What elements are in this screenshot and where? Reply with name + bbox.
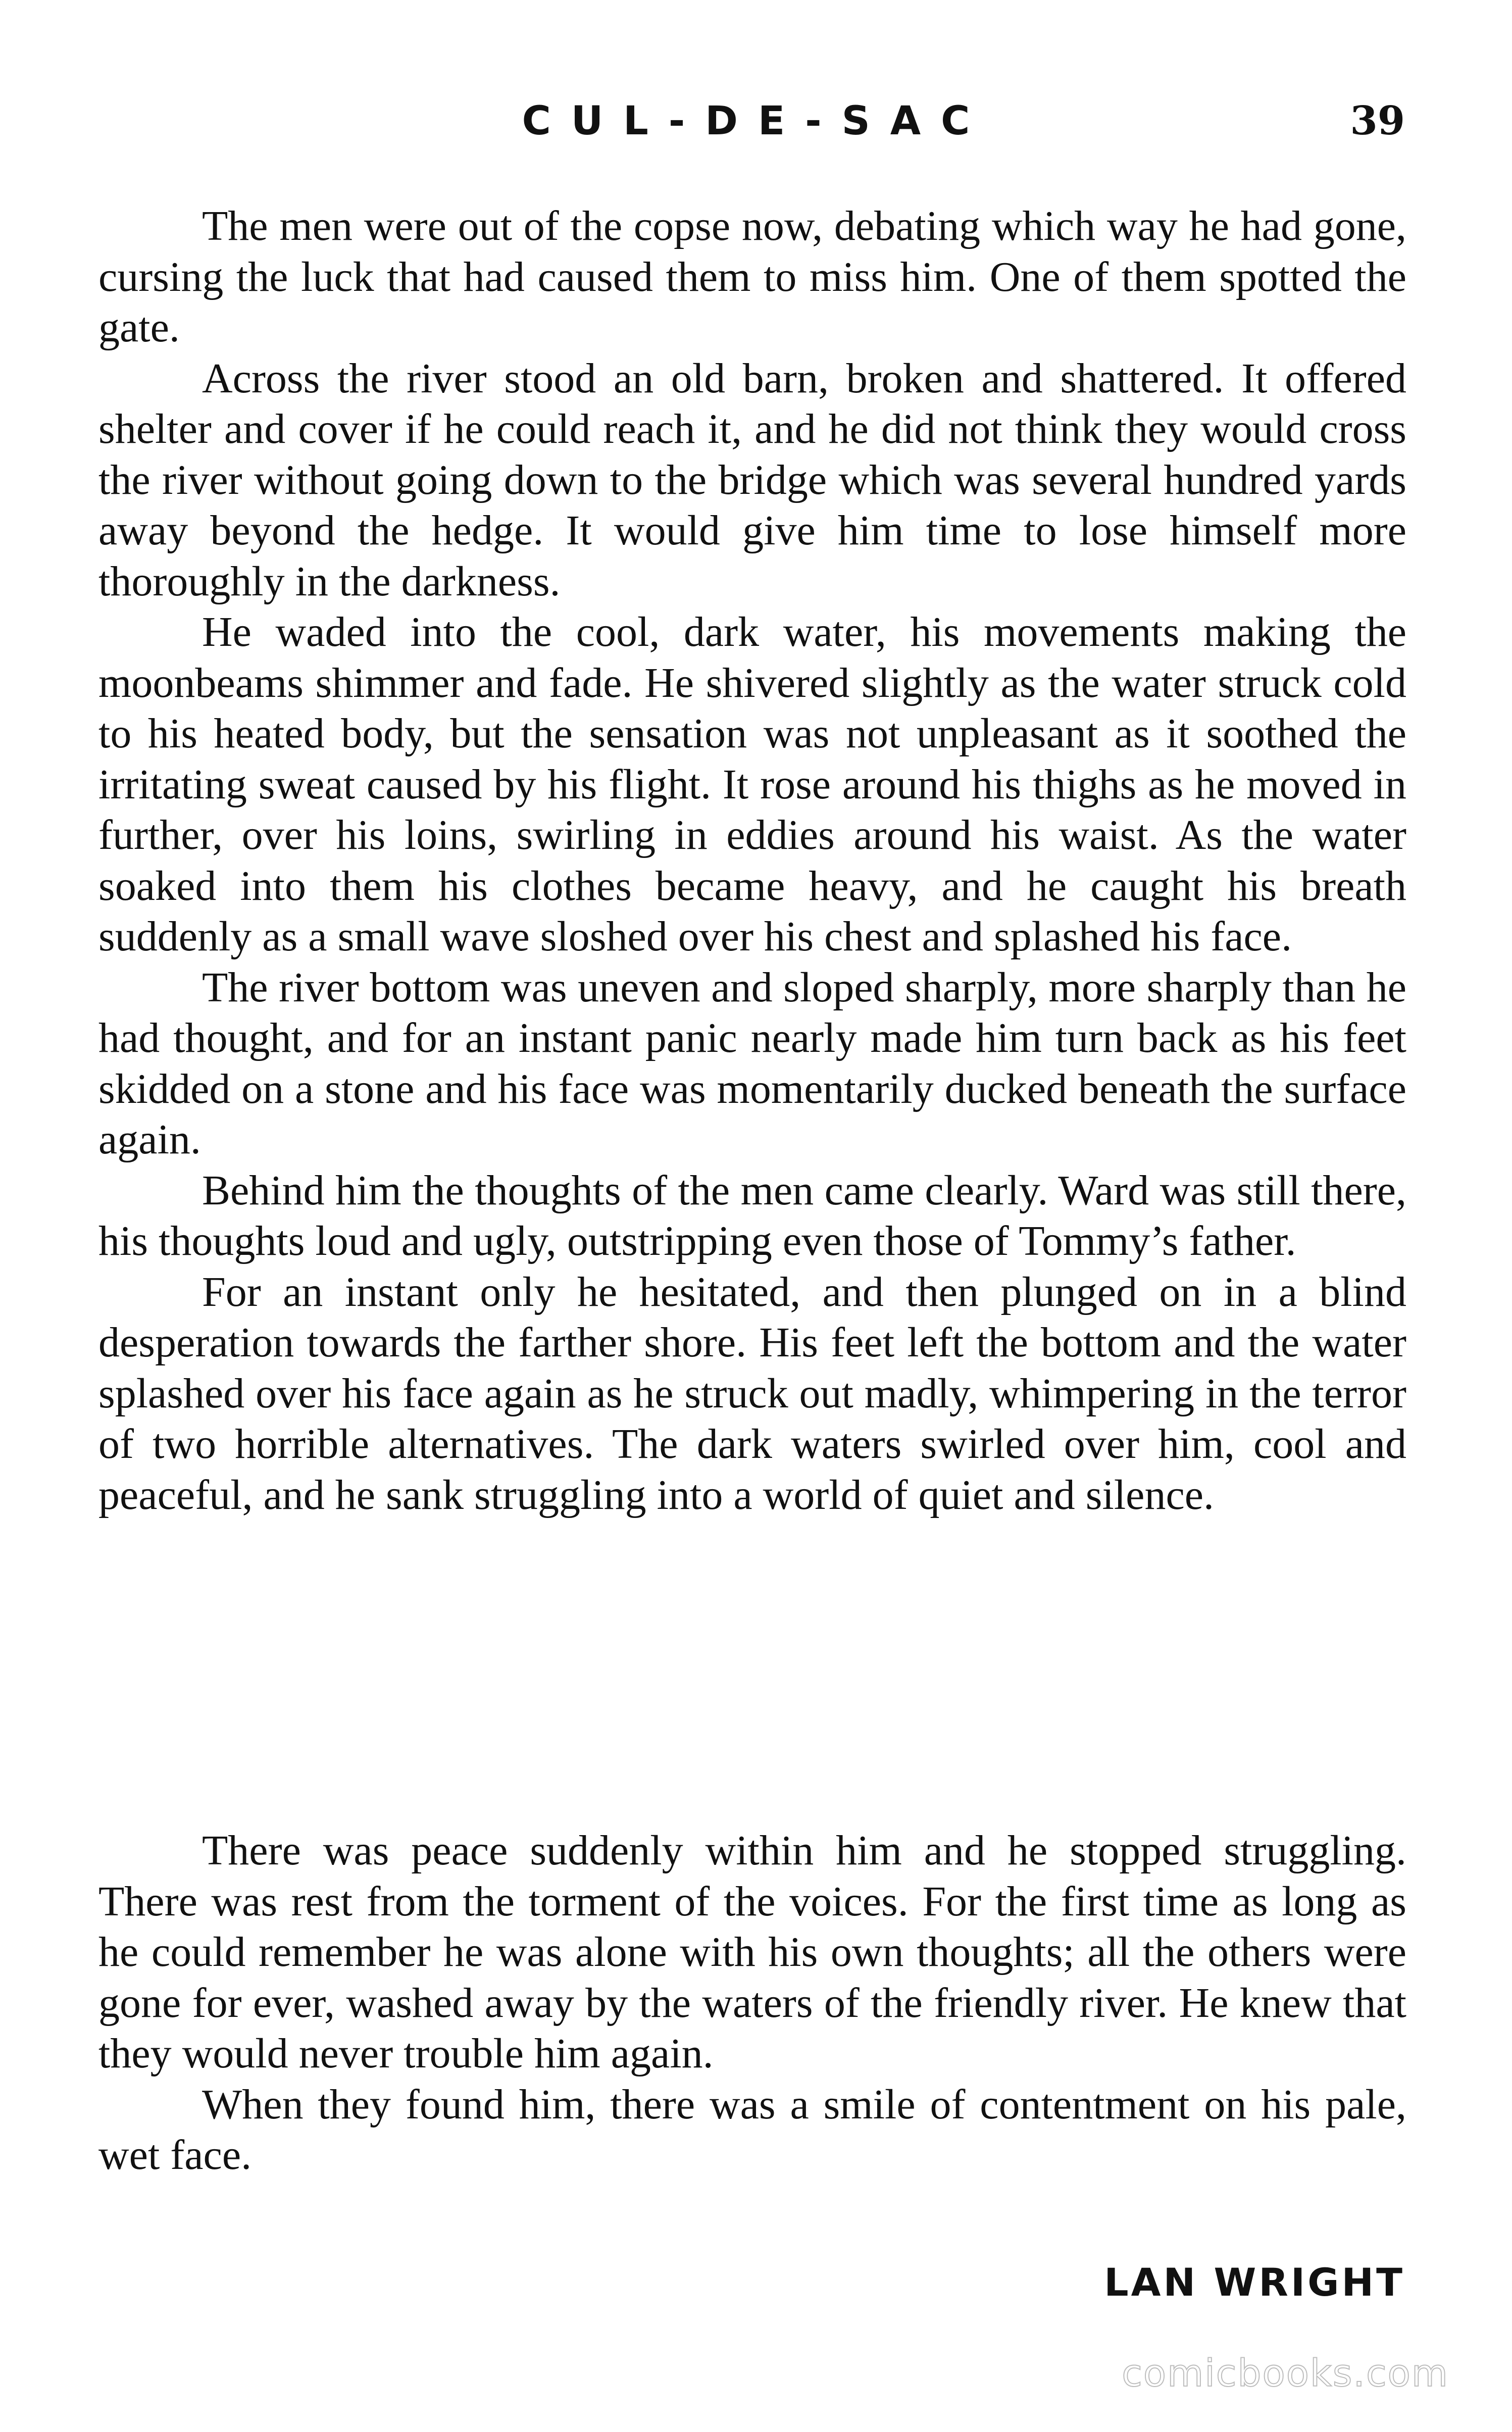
paragraph: For an instant only he hesitated, and then plunged on in a blind desperation towards the farther shore. His feet left the bottom and the water splashed over his face again as he struck out madly, whimpering in the terror of two horrible alternatives. The dark waters swirled over him, cool and peaceful, and he sank struggling into a world of quiet and silence. xyxy=(98,1268,1406,1518)
page-number: 39 xyxy=(1350,98,1405,144)
paragraph: The river bottom was uneven and sloped sharply, more sharply than he had thought, and for an instant panic nearly made him turn back as his feet skidded on a stone and his face was momentarily ducked beneath the surface again. xyxy=(98,964,1406,1163)
running-title: CUL-DE-SAC xyxy=(522,98,990,144)
watermark: comicbooks.com xyxy=(1122,2352,1449,2395)
paragraph: The men were out of the copse now, debating which way he had gone, cursing the luck that had caused them to miss him. One of them spotted the gate. xyxy=(98,202,1406,351)
story-section-2 xyxy=(98,1826,1406,2181)
paragraph: When they found him, there was a smile of contentment on his pale, wet face. xyxy=(98,2081,1406,2178)
running-head xyxy=(0,93,1512,149)
paragraph: Across the river stood an old barn, broken and shattered. It offered shelter and cover if he could reach it, and he did not think they would cross the river without going down to the bridge which was several hundred yards away beyond the hedge. It would give him time to lose himself more thoroughly in the darkness. xyxy=(98,354,1406,605)
paragraph: There was peace suddenly within him and he stopped struggling. There was rest from the torment of the voices. For the first time as long as he could remember he was alone with his own thoughts; all the others were gone for ever, washed away by the waters of the friendly river. He knew that they would never trouble him again. xyxy=(98,1827,1406,2077)
paragraph: He waded into the cool, dark water, his movements making the moonbeams shimmer and fade. He shivered slightly as the water struck cold to his heated body, but the sensation was not unpleasant as it soothed the irritating sweat caused by his flight. It rose around his thighs as he moved in further, over his loins, swirling in eddies around his waist. As the water soaked into them his clothes became heavy, and he caught his breath suddenly as a small wave sloshed over his chest and splashed his face. xyxy=(98,609,1406,960)
author-byline: LAN WRIGHT xyxy=(1104,2260,1405,2305)
story-section-1 xyxy=(98,201,1406,1521)
paragraph: Behind him the thoughts of the men came clearly. Ward was still there, his thoughts loud and ugly, outstripping even those of Tommy’s father. xyxy=(98,1167,1406,1264)
